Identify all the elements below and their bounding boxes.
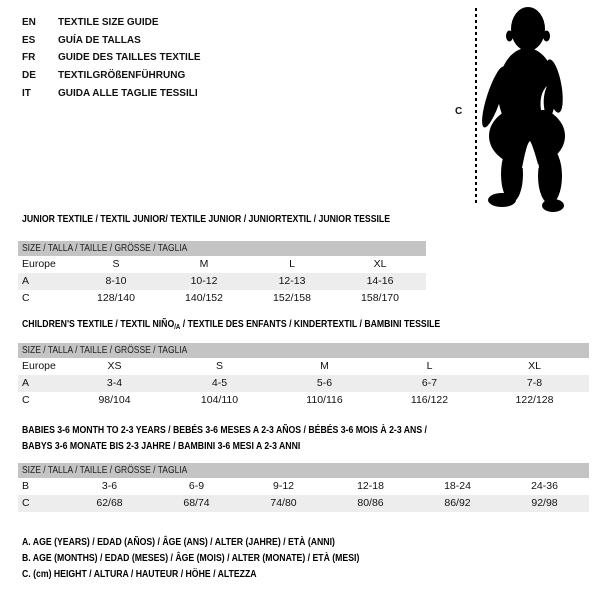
language-code: EN: [22, 17, 36, 28]
size-cell: XL: [528, 360, 541, 372]
size-cell: 8-10: [105, 275, 127, 287]
table-row: [18, 392, 589, 409]
language-label: GUIDE DES TAILLES TEXTILE: [58, 52, 201, 64]
junior-table-title: [22, 214, 445, 226]
size-cell: 74/80: [270, 497, 297, 509]
babies-size-table: [18, 463, 589, 512]
size-header-text: SIZE / TALLA / TAILLE / GRÖSSE / TAGLIA: [22, 345, 188, 356]
row-label: Europe: [22, 258, 56, 270]
footnote-b-text: B. AGE (MONTHS) / EDAD (MESES) / ÂGE (MOIS) / ALTER (MONATE) / ETÀ (MESI): [22, 552, 360, 564]
size-cell: L: [426, 360, 433, 372]
children-title-subscript: /A: [174, 324, 181, 331]
size-cell: 62/68: [96, 497, 123, 509]
size-cell: 24-36: [531, 480, 558, 492]
size-header-bar: [18, 463, 589, 478]
table-row: [18, 358, 589, 375]
row-label: C: [22, 292, 30, 304]
height-measure-label: C: [455, 106, 463, 117]
row-label: Europe: [22, 360, 56, 372]
size-cell: 110/116: [306, 394, 343, 406]
table-row: [18, 495, 589, 512]
legend-row: [22, 67, 201, 85]
row-label: C: [22, 497, 30, 509]
footnote-c-text: C. (cm) HEIGHT / ALTURA / HAUTEUR / HÖHE / ALTEZZA: [22, 568, 257, 580]
size-cell: 10-12: [190, 275, 218, 287]
row-label: A: [22, 275, 30, 287]
babies-table-title: [22, 423, 487, 454]
size-cell: 92/98: [531, 497, 558, 509]
size-cell: 80/86: [357, 497, 384, 509]
size-cell: 98/104: [98, 394, 131, 406]
footnote-a-text: A. AGE (YEARS) / EDAD (AÑOS) / ÂGE (ANS) / ALTER (JAHRE) / ETÀ (ANNI): [22, 537, 335, 548]
legend-row: [22, 49, 201, 67]
table-row: [18, 290, 426, 307]
footnote-c: [22, 567, 410, 583]
children-table-title-text: [22, 319, 440, 334]
row-label: C: [22, 394, 30, 406]
children-title-pre: CHILDREN'S TEXTILE / TEXTIL NIÑO: [22, 319, 175, 330]
table-row: [18, 273, 426, 290]
size-cell: 68/74: [183, 497, 210, 509]
height-measure-figure: [448, 2, 600, 214]
table-row: [18, 478, 589, 495]
legend-row: [22, 32, 201, 50]
size-cell: S: [215, 360, 223, 372]
language-code: IT: [22, 87, 31, 99]
language-label: GUIDA ALLE TAGLIE TESSILI: [58, 87, 198, 99]
size-cell: 104/110: [200, 394, 239, 406]
size-header-text: SIZE / TALLA / TAILLE / GRÖSSE / TAGLIA: [22, 243, 188, 254]
size-cell: 140/152: [185, 292, 223, 304]
footnotes: [22, 535, 410, 583]
size-cell: S: [112, 258, 120, 270]
size-cell: 86/92: [444, 497, 471, 509]
size-cell: 7-8: [526, 377, 543, 389]
junior-table-title-text: JUNIOR TEXTILE / TEXTIL JUNIOR/ TEXTILE JUNIOR / JUNIORTEXTIL / JUNIOR TESSILE: [22, 214, 391, 225]
size-cell: 3-6: [101, 480, 118, 492]
size-cell: 5-6: [316, 377, 333, 389]
children-size-table: [18, 343, 589, 409]
height-measure-line: [475, 8, 477, 205]
junior-size-table: [18, 241, 426, 307]
footnote-a: [22, 535, 410, 551]
legend-row: [22, 14, 201, 32]
language-code: ES: [22, 34, 36, 46]
size-cell: M: [320, 360, 329, 372]
size-cell: 128/140: [97, 292, 135, 304]
size-header-bar: [18, 241, 426, 256]
babies-title-line1: BABIES 3-6 MONTH TO 2-3 YEARS / BEBÉS 3-6 MESES A 2-3 AÑOS / BÉBÉS 3-6 MOIS À 2-3 ANS /: [22, 425, 427, 436]
language-legend: [22, 14, 201, 102]
size-cell: 12-13: [278, 275, 306, 287]
size-cell: 158/170: [361, 292, 399, 304]
row-label: A: [22, 377, 30, 389]
size-cell: XL: [373, 258, 387, 270]
size-cell: 9-12: [272, 480, 294, 492]
table-row: [18, 256, 426, 273]
size-cell: L: [289, 258, 295, 270]
size-cell: 6-9: [188, 480, 205, 492]
size-header-text: SIZE / TALLA / TAILLE / GRÖSSE / TAGLIA: [22, 465, 188, 476]
baby-silhouette-icon: [482, 2, 598, 214]
size-cell: 14-16: [366, 275, 394, 287]
size-cell: 4-5: [211, 377, 228, 389]
table-row: [18, 375, 589, 392]
size-cell: 3-4: [106, 377, 123, 389]
size-cell: 122/128: [515, 394, 554, 406]
size-cell: 12-18: [357, 480, 384, 492]
size-cell: 116/122: [410, 394, 449, 406]
babies-title-line2: BABYS 3-6 MONATE BIS 2-3 JAHRE / BAMBINI 3-6 MESI A 2-3 ANNI: [22, 440, 301, 452]
language-label: TEXTILGRÖßENFÜHRUNG: [58, 70, 186, 82]
language-label: TEXTILE SIZE GUIDE: [58, 17, 159, 28]
row-label: B: [22, 480, 30, 492]
size-cell: 18-24: [444, 480, 471, 492]
language-code: FR: [22, 52, 36, 64]
language-code: DE: [22, 70, 36, 82]
size-cell: 6-7: [421, 377, 438, 389]
children-title-post: / TEXTILE DES ENFANTS / KINDERTEXTIL / BAMBINI TESSILE: [180, 319, 441, 330]
size-header-bar: [18, 343, 589, 358]
size-cell: 152/158: [273, 292, 311, 304]
children-table-title: [22, 319, 503, 334]
size-cell: M: [199, 258, 209, 270]
footnote-b: [22, 551, 410, 567]
legend-row: [22, 85, 201, 103]
language-label: GUÍA DE TALLAS: [58, 34, 141, 46]
size-cell: XS: [107, 360, 122, 372]
